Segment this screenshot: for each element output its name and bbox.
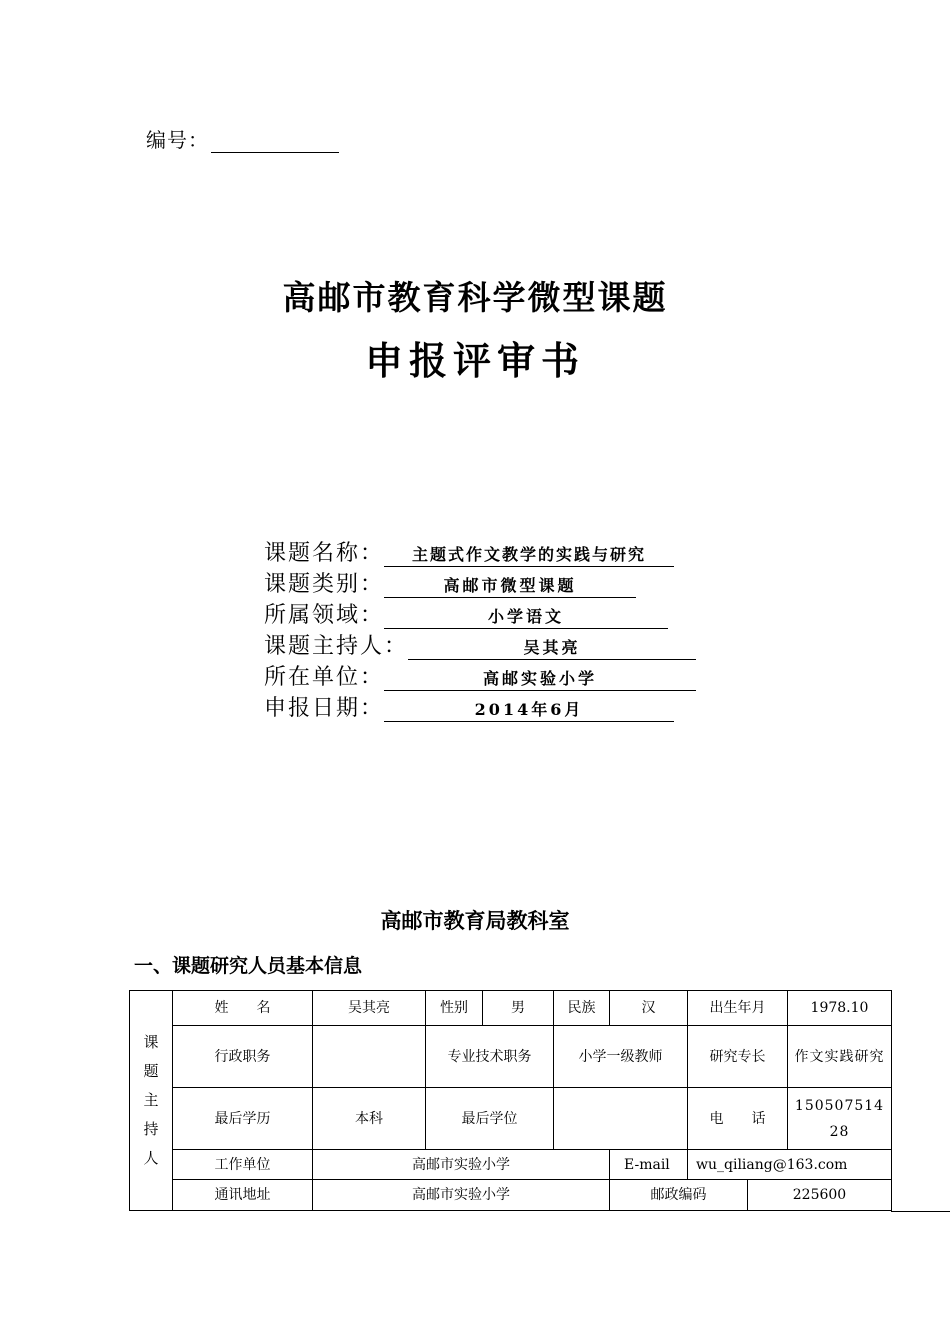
document-title: 高邮市教育科学微型课题	[282, 278, 668, 317]
email-value[interactable]: wu_qiliang@163.com	[688, 1150, 892, 1180]
section-title: 一、课题研究人员基本信息	[134, 955, 363, 977]
host-side-label: 课 题 主 持 人	[130, 991, 173, 1211]
address-value[interactable]: 高邮市实验小学	[313, 1180, 610, 1211]
education-value[interactable]: 本科	[313, 1088, 426, 1150]
field-value[interactable]: 主题式作文教学的实践与研究	[384, 544, 674, 567]
degree-label: 最后学位	[426, 1088, 554, 1150]
position-label: 行政职务	[173, 1026, 313, 1088]
degree-value[interactable]	[554, 1088, 688, 1150]
field-label: 申报日期：	[264, 696, 385, 721]
professional-title-value[interactable]: 小学一级教师	[554, 1026, 688, 1088]
position-value[interactable]	[313, 1026, 426, 1088]
issuing-office: 高邮市教育局教科室	[380, 909, 570, 933]
gender-value[interactable]: 男	[483, 991, 554, 1026]
education-label: 最后学历	[173, 1088, 313, 1150]
table-row	[130, 1088, 892, 1150]
work-unit-value[interactable]: 高邮市实验小学	[313, 1150, 610, 1180]
table-row	[130, 1026, 892, 1088]
table-row	[130, 991, 892, 1026]
field-value[interactable]: 高邮市微型课题	[384, 575, 636, 598]
postcode-label: 邮政编码	[610, 1180, 748, 1211]
cover-field-domain	[264, 598, 668, 628]
field-value[interactable]: 2014年6月	[384, 699, 674, 722]
phone-value[interactable]: 15050751428	[788, 1088, 892, 1150]
field-label: 所属领域：	[264, 603, 385, 628]
work-unit-label: 工作单位	[173, 1150, 313, 1180]
table-row	[130, 1180, 892, 1211]
cover-field-topic-category	[264, 567, 636, 597]
professional-title-label: 专业技术职务	[426, 1026, 554, 1088]
email-label: E-mail	[610, 1150, 688, 1180]
birth-value[interactable]: 1978.10	[788, 991, 892, 1026]
table-row	[130, 1150, 892, 1180]
name-value[interactable]: 吴其亮	[313, 991, 426, 1026]
serial-number-blank[interactable]	[211, 130, 339, 153]
name-label: 姓 名	[173, 991, 313, 1026]
phone-label: 电 话	[688, 1088, 788, 1150]
cover-field-date	[264, 691, 674, 721]
serial-number	[146, 124, 339, 153]
specialty-value[interactable]: 作文实践研究	[788, 1026, 892, 1088]
cover-field-host	[264, 629, 696, 659]
postcode-value[interactable]: 225600	[748, 1180, 892, 1211]
ethnicity-label: 民族	[554, 991, 610, 1026]
gender-label: 性别	[426, 991, 483, 1026]
field-value[interactable]: 吴其亮	[408, 637, 696, 660]
birth-label: 出生年月	[688, 991, 788, 1026]
cover-field-unit	[264, 660, 696, 690]
ethnicity-value[interactable]: 汉	[610, 991, 688, 1026]
field-value[interactable]: 小学语文	[384, 606, 668, 629]
host-info-table	[129, 990, 892, 1211]
cover-field-topic-name	[264, 536, 674, 566]
field-label: 所在单位：	[264, 665, 385, 690]
address-label: 通讯地址	[173, 1180, 313, 1211]
serial-number-label: 编号：	[146, 128, 209, 152]
field-value[interactable]: 高邮实验小学	[384, 668, 696, 691]
specialty-label: 研究专长	[688, 1026, 788, 1088]
field-label: 课题类别：	[264, 572, 385, 597]
document-subtitle: 申报评审书	[364, 339, 585, 383]
field-label: 课题名称：	[264, 541, 385, 566]
field-label: 课题主持人：	[264, 634, 409, 659]
table-edge-rule	[891, 1211, 950, 1212]
